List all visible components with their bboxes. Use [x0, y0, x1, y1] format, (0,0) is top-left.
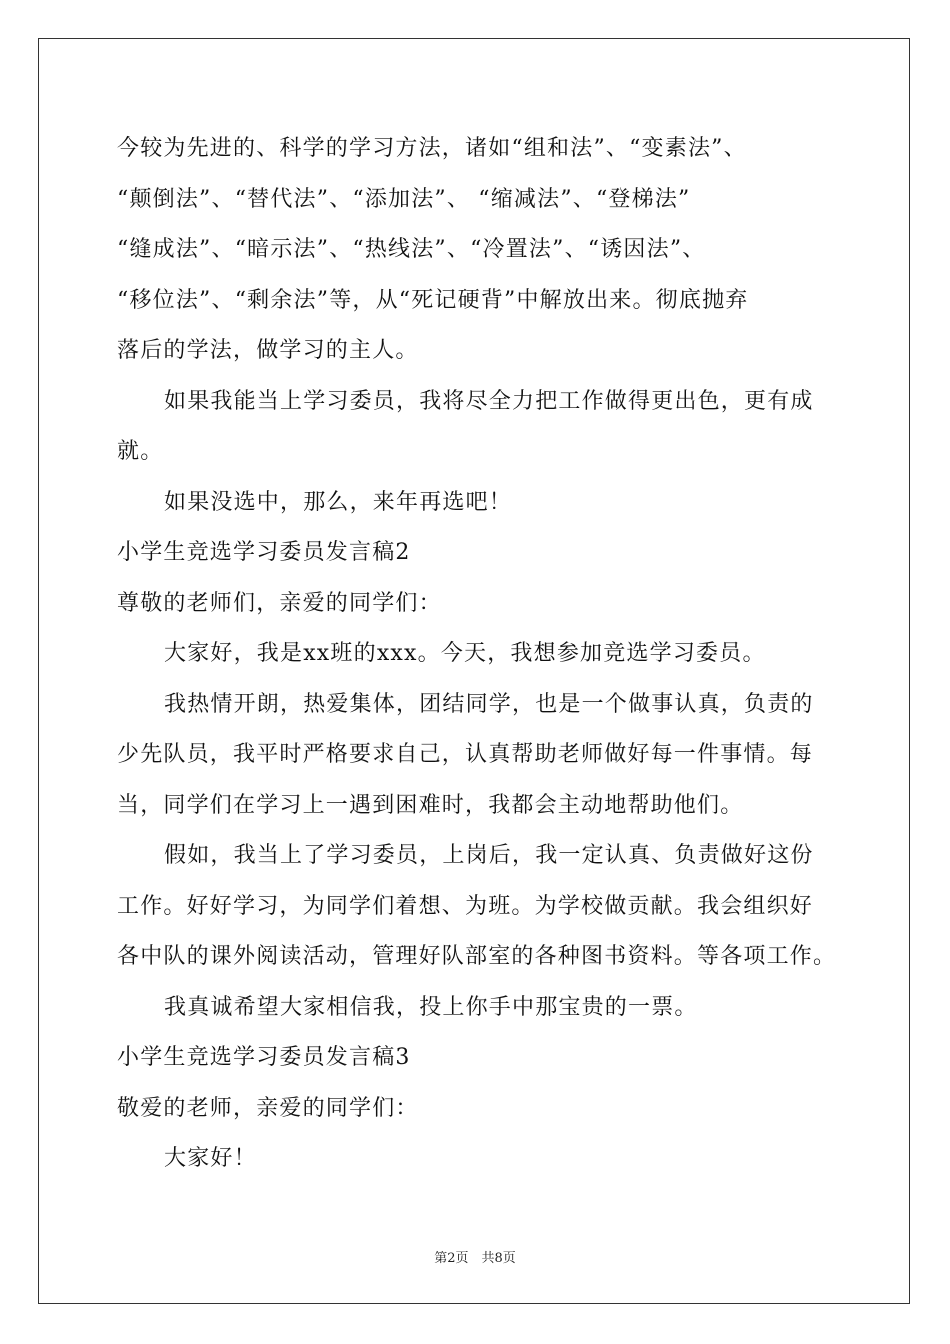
text-line: 小学生竞选学习委员发言稿3	[117, 1045, 411, 1070]
document-body	[117, 124, 857, 1185]
text-line: “颠倒法”、“替代法”、“添加法”、 “缩减法”、“登梯法”	[117, 186, 691, 212]
text-line: 大家好！	[164, 1146, 257, 1171]
text-line: 如果我能当上学习委员，我将尽全力把工作做得更出色，更有成	[164, 388, 814, 414]
text-line: 我真诚希望大家相信我，投上你手中那宝贵的一票。	[164, 994, 698, 1020]
text-line: 当，同学们在学习上一遇到困难时，我都会主动地帮助他们。	[117, 792, 744, 818]
text-line: 少先队员，我平时严格要求自己，认真帮助老师做好每一件事情。每	[117, 742, 814, 767]
text-line: 尊敬的老师们，亲爱的同学们：	[117, 590, 442, 616]
text-line: “移位法”、“剩余法”等，从“死记硬背”中解放出来。彻底抛弃	[117, 287, 749, 313]
text-line: 如果没选中，那么，来年再选吧！	[164, 489, 513, 515]
text-line: 敬爱的老师，亲爱的同学们：	[117, 1095, 419, 1121]
text-line: 落后的学法，做学习的主人。	[117, 338, 419, 363]
text-line: 今较为先进的、科学的学习方法，诸如“组和法”、“变素法”、	[117, 136, 747, 161]
text-line: “缝成法”、“暗示法”、“热线法”、“冷置法”、“诱因法”、	[117, 237, 706, 262]
text-line: 就。	[117, 439, 164, 464]
text-line: 各中队的课外阅读活动，管理好队部室的各种图书资料。等各项工作。	[117, 944, 837, 969]
text-line: 我热情开朗，热爱集体，团结同学，也是一个做事认真，负责的	[164, 691, 814, 717]
text-line: 小学生竞选学习委员发言稿2	[117, 540, 411, 565]
page-number: 第2页 共8页	[434, 1251, 516, 1266]
text-line: 大家好，我是xx班的xxx。今天，我想参加竞选学习委员。	[164, 641, 766, 666]
text-line: 工作。好好学习，为同学们着想、为班。为学校做贡献。我会组织好	[117, 893, 814, 919]
text-line: 假如，我当上了学习委员，上岗后，我一定认真、负责做好这份	[164, 843, 814, 868]
